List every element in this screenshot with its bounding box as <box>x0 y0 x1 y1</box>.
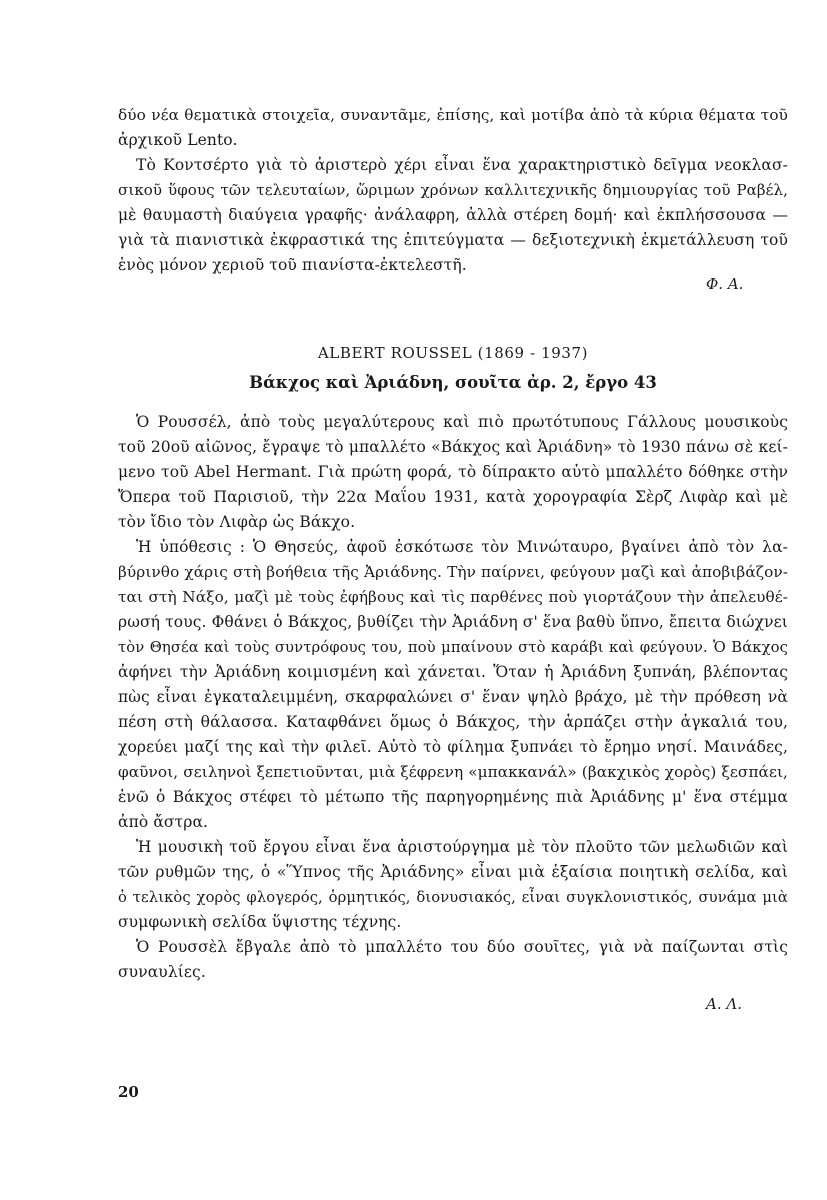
text-line: Ἡ μουσικὴ τοῦ ἔργου εἶναι ἕνα ἀριστούργημα μὲ τὸν πλοῦτο τῶν μελωδιῶν καὶ <box>136 838 788 856</box>
text-line: μενο τοῦ Abel Hermant. Γιὰ πρώτη φορά, τὸ δίπρακτο αὐτὸ μπαλλέτο δόθηκε στὴν <box>118 463 788 481</box>
work-title: Βάκχος καὶ Ἀριάδνη, σουῖτα ἀρ. 2, ἔργο 43 <box>249 373 657 392</box>
text-line: ἀπὸ ἄστρα. <box>118 813 209 831</box>
text-line: τῶν ρυθμῶν της, ὁ «Ὕπνος τῆς Ἀριάδνης» εἶναι μιὰ ἐξαίσια ποιητικὴ σελίδα, καὶ <box>118 863 788 881</box>
text-line: ται στὴ Νάξο, μαζὶ μὲ τοὺς ἐφήβους καὶ τὶς παρθένες ποὺ γιορτάζουν τὴν ἀπελευθέ- <box>118 588 788 606</box>
text-line: ἀφήνει τὴν Ἀριάδνη κοιμισμένη καὶ χάνεται. Ὅταν ἡ Ἀριάδνη ξυπνάη, βλέποντας <box>118 663 788 681</box>
text-line: σικοῦ ὕφους τῶν τελευταίων, ὥριμων χρόνων καλλιτεχνικῆς δημιουργίας τοῦ Ραβέλ, <box>118 181 788 199</box>
text-line: δύο νέα θεματικὰ στοιχεῖα, συναντᾶμε, ἐπίσης, καὶ μοτίβα ἀπὸ τὰ κύρια θέματα τοῦ <box>118 106 788 124</box>
text-line: συναυλίες. <box>118 963 206 981</box>
author-heading: ALBERT ROUSSEL (1869 - 1937) <box>317 344 589 362</box>
text-line: τοῦ 20οῦ αἰῶνος, ἔγραψε τὸ μπαλλέτο «Βάκχος καὶ Ἀριάδνη» τὸ 1930 πάνω σὲ κεί- <box>118 438 788 456</box>
text-line: ἐνῶ ὁ Βάκχος στέφει τὸ μέτωπο τῆς παρηγορημένης πιὰ Ἀριάδνης μ' ἕνα στέμμα <box>118 788 788 806</box>
article-roussel <box>118 410 788 985</box>
text-line: Ὄπερα τοῦ Παρισιοῦ, τὴν 22α Μαΐου 1931, κατὰ χορογραφία Σὲρζ Λιφὰρ καὶ μὲ <box>118 488 788 506</box>
signature-fa: Φ. Α. <box>706 275 744 293</box>
text-line: τὸν Θησέα καὶ τοὺς συντρόφους του, ποὺ μπαίνουν στὸ καράβι καὶ φεύγουν. Ὁ Βάκχος <box>118 639 788 656</box>
text-line: βύρινθο χάρις στὴ βοήθεια τῆς Ἀριάδνης. Τὴν παίρνει, φεύγουν μαζὶ καὶ ἀποβιβάζον- <box>118 563 788 581</box>
text-line: Ὁ Ρουσσὲλ ἔβγαλε ἀπὸ τὸ μπαλλέτο του δύο σουῖτες, γιὰ νὰ παίζωνται στὶς <box>136 938 788 956</box>
text-line: χορεύει μαζί της καὶ τὴν φιλεῖ. Αὐτὸ τὸ φίλημα ξυπνάει τὸ ἔρημο νησί. Μαινάδες, <box>118 738 788 756</box>
text-line: φαῦνοι, σειληνοὶ ξεπετιοῦνται, μιὰ ξέφρενη «μπακκανάλ» (βακχικὸς χορὸς) ξεσπάει, <box>118 763 788 781</box>
paragraph-ravel-concerto <box>118 103 788 278</box>
text-line: ὁ τελικὸς χορὸς φλογερός, ὁρμητικός, διονυσιακός, εἶναι συγκλονιστικός, συνάμα μιὰ <box>118 889 788 906</box>
page-number: 20 <box>118 1083 139 1101</box>
text-line: Τὸ Κοντσέρτο γιὰ τὸ ἀριστερὸ χέρι εἶναι ἕνα χαρακτηριστικὸ δεῖγμα νεοκλασ- <box>136 156 788 174</box>
text-line: γιὰ τὰ πιανιστικὰ ἐκφραστικά της ἐπιτεύγματα — δεξιοτεχνικὴ ἐκμετάλλευση τοῦ <box>118 231 788 249</box>
text-line: ἀρχικοῦ Lento. <box>118 131 238 149</box>
text-line: ρωσή τους. Φθάνει ὁ Βάκχος, βυθίζει τὴν Ἀριάδνη σ' ἕνα βαθὺ ὕπνο, ἔπειτα διώχνει <box>118 613 788 631</box>
text-line: πέση στὴ θάλασσα. Καταφθάνει ὅμως ὁ Βάκχος, τὴν ἁρπάζει στὴν ἀγκαλιά του, <box>118 713 788 731</box>
text-line: Ὁ Ρουσσέλ, ἀπὸ τοὺς μεγαλύτερους καὶ πιὸ πρωτότυπους Γάλλους μουσικοὺς <box>136 413 788 431</box>
signature-al: Α. Λ. <box>706 995 742 1013</box>
text-line: συμφωνικὴ σελίδα ὕψιστης τέχνης. <box>118 913 402 931</box>
text-line: πὼς εἶναι ἐγκαταλειμμένη, σκαρφαλώνει σ' ἕναν ψηλὸ βράχο, μὲ τὴν πρόθεση νὰ <box>118 688 788 706</box>
text-line: μὲ θαυμαστὴ διαύγεια γραφῆς· ἀνάλαφρη, ἀλλὰ στέρεη δομή· καὶ ἐκπλήσσουσα — <box>118 206 788 224</box>
text-line: ἑνὸς μόνον χεριοῦ τοῦ πιανίστα-ἐκτελεστῆ. <box>118 256 467 274</box>
text-line: Ἡ ὑπόθεσις : Ὁ Θησεύς, ἀφοῦ ἐσκότωσε τὸν Μινώταυρο, βγαίνει ἀπὸ τὸν λα- <box>136 538 788 556</box>
text-line: τὸν ἴδιο τὸν Λιφὰρ ὡς Βάκχο. <box>118 513 356 531</box>
